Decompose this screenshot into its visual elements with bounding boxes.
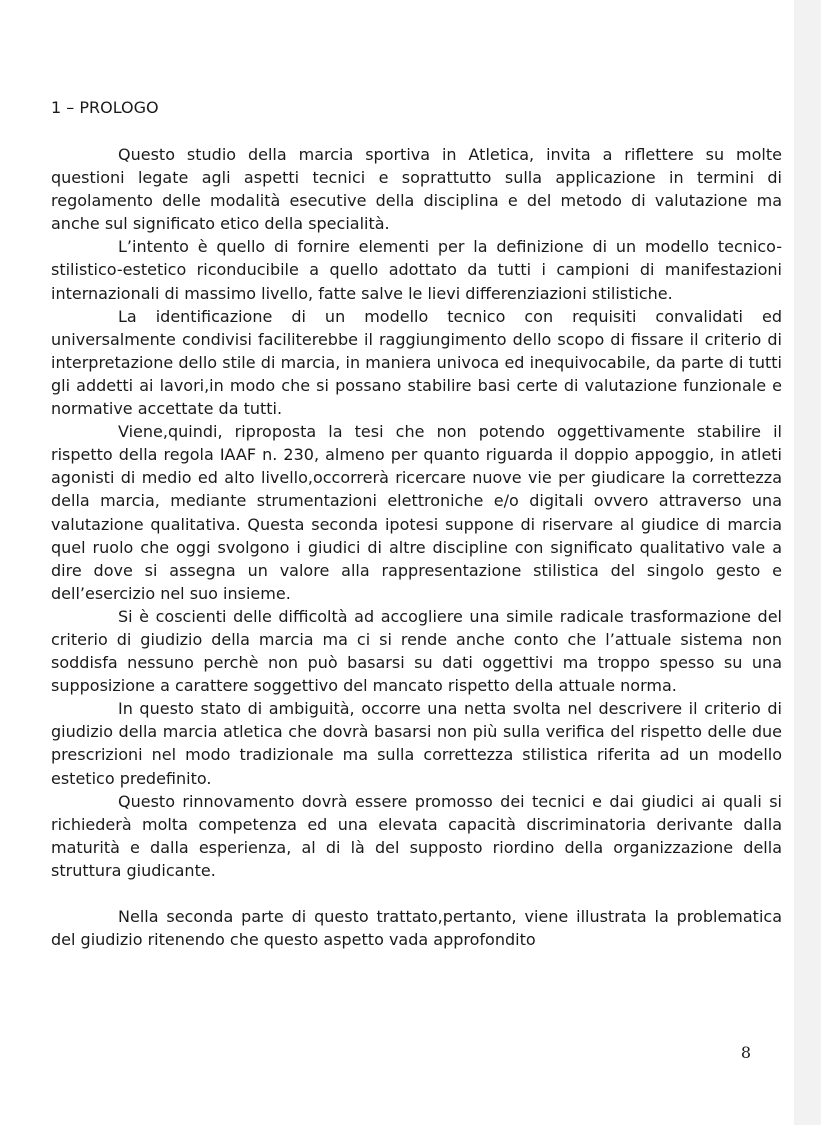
paragraph-6: In questo stato di ambiguità, occorre una netta svolta nel descrivere il criterio di giudizio della marcia atletica che dovrà basarsi non più sulla verifica del rispetto delle due prescrizioni nel modo tradizionale ma sulla correttezza stilistica riferita ad un modello estetico predefinito. [51,699,782,788]
page-number: 8 [740,1043,751,1062]
body-text [51,143,782,951]
paragraph-4: Viene,quindi, riproposta la tesi che non potendo oggettivamente stabilire il rispetto della regola IAAF n. 230, almeno per quanto riguarda il doppio appoggio, in atleti agonisti di medio ed alto livello,occorrerà ricercare nuove vie per giudicare la correttezza della marcia, mediante strumentazioni elettroniche e/o digitali ovvero attraverso una valutazione qualitativa. Questa seconda ipotesi suppone di riservare al giudice di marcia quel ruolo che oggi svolgono i giudici di altre discipline con significato qualitativo vale a dire dove si assegna un valore alla rappresentazione stilistica del singolo gesto e dell’esercizio nel suo insieme. [51,422,782,603]
paragraph-7: Questo rinnovamento dovrà essere promosso dei tecnici e dai giudici ai quali si richiederà molta competenza ed una elevata capacità discriminatoria derivante dalla maturità e dalla esperienza, al di là del supposto riordino della organizzazione della struttura giudicante. [51,791,782,880]
paragraph-1: Questo studio della marcia sportiva in Atletica, invita a riflettere su molte questioni legate agli aspetti tecnici e soprattutto sulla applicazione in termini di regolamento delle modalità esecutive della disciplina e del metodo di valutazione ma anche sul significato etico della specialità. [51,145,782,234]
page-margin-strip [794,0,821,1125]
paragraph-2: L’intento è quello di fornire elementi per la definizione di un modello tecnico-stilistico-estetico riconducibile a quello adottato da tutti i campioni di manifestazioni internazionali di massimo livello, fatte salve le lievi differenziazioni stilistiche. [51,237,782,303]
section-heading: 1 – PROLOGO [51,98,159,117]
paragraph-8: Nella seconda parte di questo trattato,pertanto, viene illustrata la problematica del giudizio ritenendo che questo aspetto vada approfondito [51,907,782,950]
paragraph-5: Si è coscienti delle difficoltà ad accogliere una simile radicale trasformazione del criterio di giudizio della marcia ma ci si rende anche conto che l’attuale sistema non soddisfa nessuno perchè non può basarsi su dati oggettivi ma troppo spesso su una supposizione a carattere soggettivo del mancato rispetto della attuale norma. [51,606,782,696]
paragraph-3: La identificazione di un modello tecnico con requisiti convalidati ed universalmente condivisi faciliterebbe il raggiungimento dello scopo di fissare il criterio di interpretazione dello stile di marcia, in maniera univoca ed inequivocabile, da parte di tutti gli addetti ai lavori,in modo che si possano stabilire basi certe di valutazione funzionale e normative accettate da tutti. [51,306,782,419]
